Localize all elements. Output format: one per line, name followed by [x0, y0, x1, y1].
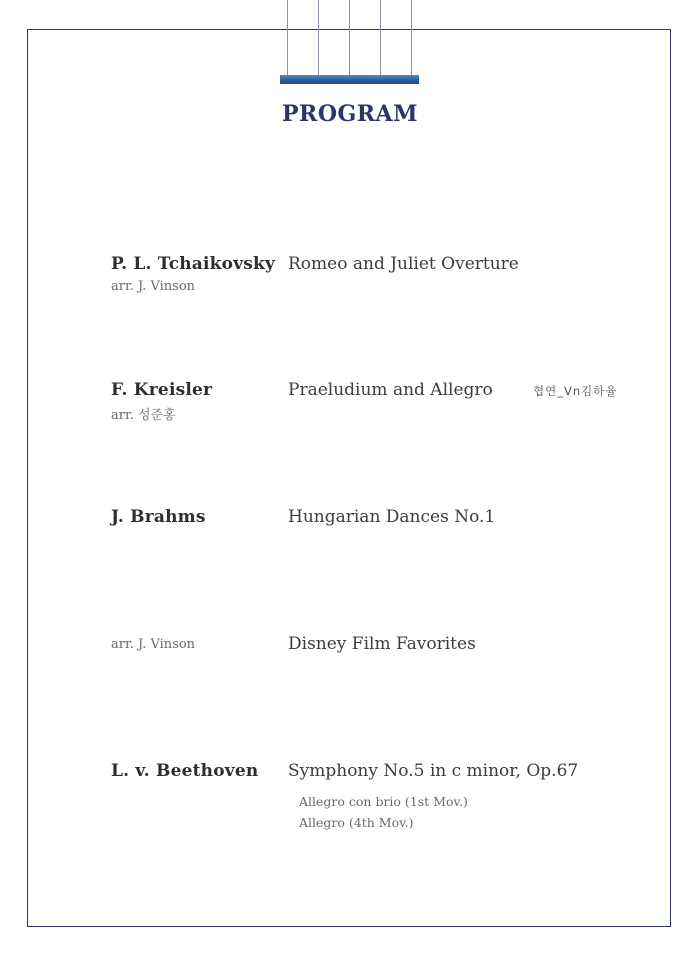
composer: P. L. Tchaikovsky [111, 254, 276, 274]
piece-title: Praeludium and Allegro [288, 380, 493, 400]
movement: Allegro con brio (1st Mov.) [299, 794, 468, 809]
arranger: arr. 성준홍 [111, 408, 176, 423]
piece-title: Symphony No.5 in c minor, Op.67 [288, 761, 579, 781]
movement: Allegro (4th Mov.) [299, 815, 414, 830]
piece-title: Hungarian Dances No.1 [288, 507, 496, 527]
soloist-note: 협연_Vn김하율 [533, 384, 618, 398]
page-border [27, 29, 671, 927]
page-title: PROGRAM [282, 101, 418, 127]
piece-title: Romeo and Juliet Overture [288, 254, 519, 274]
composer: J. Brahms [111, 507, 206, 527]
arranger: arr. J. Vinson [111, 637, 196, 652]
piece-title: Disney Film Favorites [288, 634, 476, 654]
arranger: arr. J. Vinson [111, 279, 196, 294]
bridge-bar [280, 75, 419, 84]
composer: F. Kreisler [111, 380, 213, 400]
composer: L. v. Beethoven [111, 761, 259, 781]
